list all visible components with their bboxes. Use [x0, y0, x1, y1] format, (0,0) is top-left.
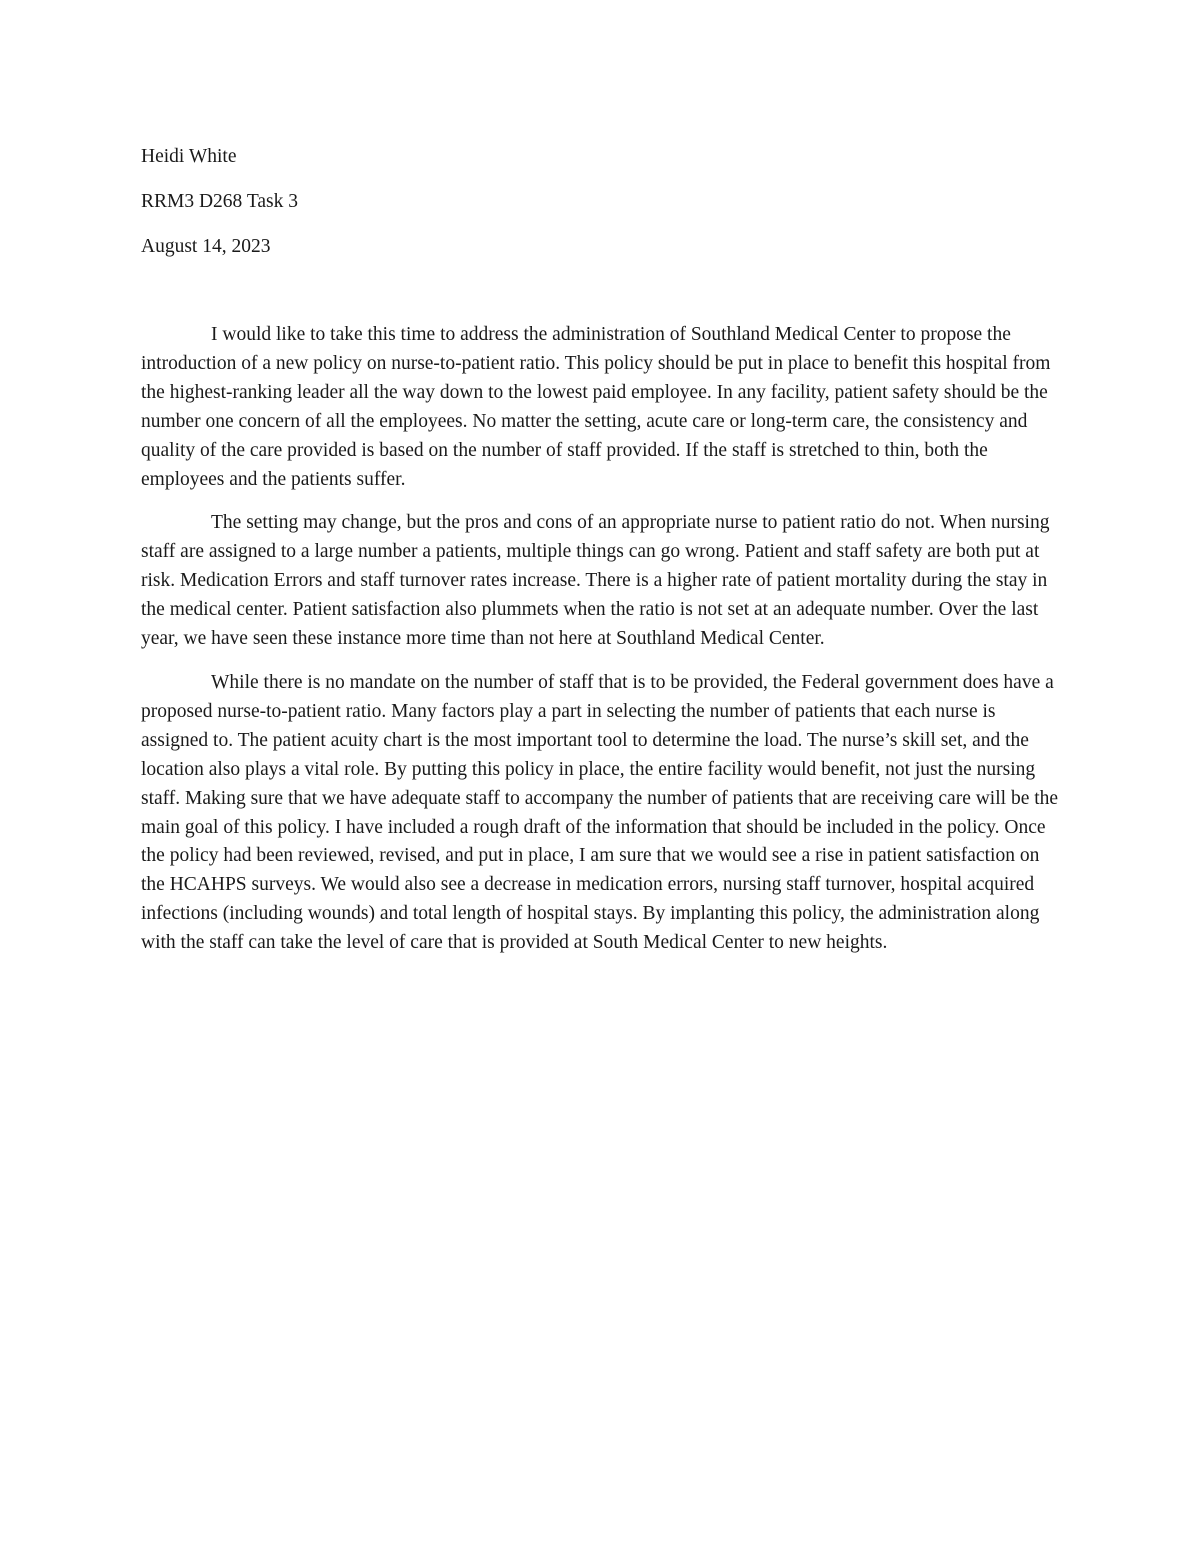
- document-date: August 14, 2023: [141, 236, 271, 257]
- author-name: Heidi White: [141, 146, 237, 167]
- paragraph-2: The setting may change, but the pros and cons of an appropriate nurse to patient ratio do not. When nursing staff are assigned to a large number a patients, multiple things can go wrong. Patient and staff safety are both put at risk. Medication Errors and staff turnover rates increase. There is a higher rate of patient mortality during the stay in the medical center. Patient satisfaction also plummets when the ratio is not set at an adequate number. Over the last year, we have seen these instance more time than not here at Southland Medical Center.: [141, 512, 1050, 650]
- paragraph-1: I would like to take this time to address the administration of Southland Medical Center to propose the introduction of a new policy on nurse-to-patient ratio. This policy should be put in place to benefit this hospital from the highest-ranking leader all the way down to the lowest paid employee. In any facility, patient safety should be the number one concern of all the employees. No matter the setting, acute care or long-term care, the consistency and quality of the care provided is based on the number of staff provided. If the staff is stretched to thin, both the employees and the patients suffer.: [141, 324, 1051, 490]
- paragraph-3: While there is no mandate on the number of staff that is to be provided, the Federal government does have a proposed nurse-to-patient ratio. Many factors play a part in selecting the number of patients that each nurse is assigned to. The patient acuity chart is the most important tool to determine the load. The nurse’s skill set, and the location also plays a vital role. By putting this policy in place, the entire facility would benefit, not just the nursing staff. Making sure that we have adequate staff to accompany the number of patients that are receiving care will be the main goal of this policy. I have included a rough draft of the information that should be included in the policy. Once the policy had been reviewed, revised, and put in place, I am sure that we would see a rise in patient satisfaction on the HCAHPS surveys. We would also see a decrease in medication errors, nursing staff turnover, hospital acquired infections (including wounds) and total length of hospital stays. By implanting this policy, the administration along with the staff can take the level of care that is provided at South Medical Center to new heights.: [141, 671, 1059, 954]
- document-body: [141, 321, 1061, 973]
- course-title: RRM3 D268 Task 3: [141, 191, 298, 212]
